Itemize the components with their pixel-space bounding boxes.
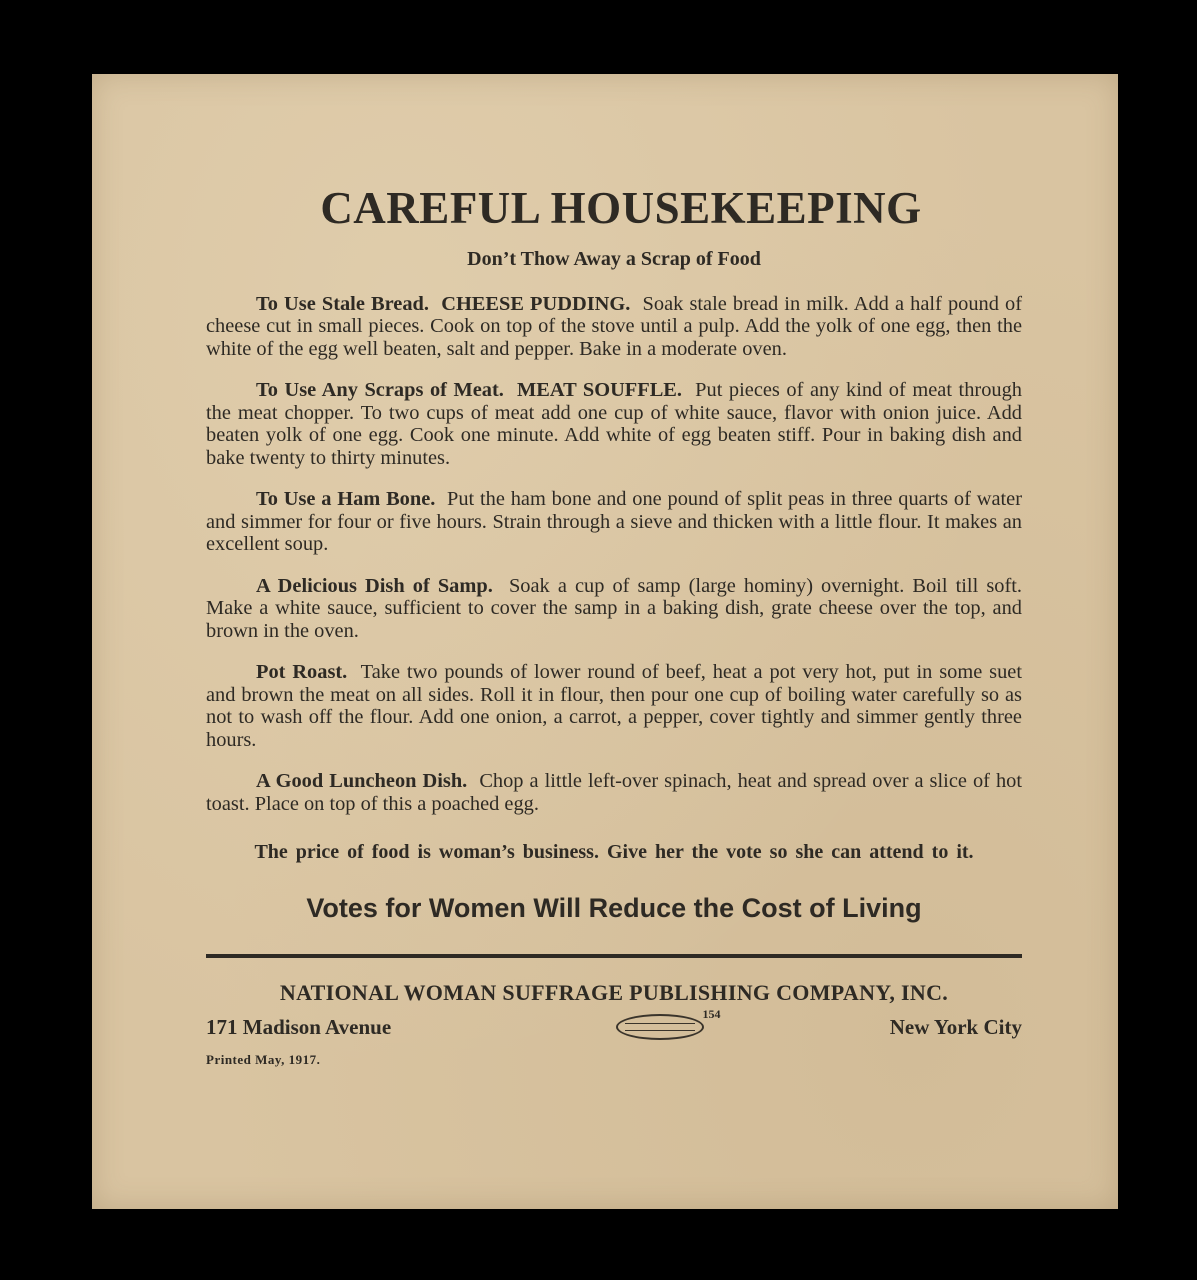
recipe-heading: To Use Stale Bread. [256, 292, 429, 315]
recipe-paragraph [206, 379, 1022, 469]
recipe-heading: A Delicious Dish of Samp. [256, 574, 493, 597]
recipe-text: Put the ham bone and one pound of split peas in three quarts of water and simmer for four or five hours. Strain through a sieve and thicken with a little flour. It makes an excellent soup. [206, 488, 1022, 555]
recipe-paragraph [206, 575, 1022, 643]
subtitle: Don’t Thow Away a Scrap of Food [467, 247, 761, 270]
recipe-text: Put pieces of any kind of meat through the meat chopper. To two cups of meat add one cup of white sauce, flavor with onion juice. Add beaten yolk of one egg. Cook one minute. Add white of egg beaten stiff. Pour in baking dish and bake twenty to thirty minutes. [206, 379, 1022, 469]
recipe-text: Chop a little left-over spinach, heat and spread over a slice of hot toast. Place on top of this a poached egg. [206, 770, 1023, 815]
recipe-dish-name: CHEESE PUDDING. [441, 292, 631, 315]
leaflet-page [92, 74, 1118, 1209]
recipe-paragraph [206, 488, 1022, 556]
city-name: New York City [889, 1014, 1022, 1039]
page-title: CAREFUL HOUSEKEEPING [320, 183, 922, 233]
union-label [576, 1007, 721, 1040]
recipe-text: Soak stale bread in milk. Add a half pound of cheese cut in small pieces. Cook on top of the stove until a pulp. Add the yolk of one egg, then the white of the egg well beaten, salt and pepper. Bake in a moderate oven. [206, 292, 1023, 360]
recipe-dish-name: MEAT SOUFFLE. [517, 379, 683, 401]
divider [206, 954, 1022, 958]
vote-statement: The price of food is woman’s business. Give her the vote so she can attend to it. [254, 841, 974, 863]
recipe-heading: Pot Roast. [256, 661, 348, 683]
printed-date: Printed May, 1917. [206, 1052, 321, 1067]
recipe-paragraph [206, 770, 1022, 815]
recipe-heading: To Use a Ham Bone. [256, 488, 436, 510]
address-row [206, 1007, 1022, 1040]
recipe-paragraph [206, 661, 1022, 751]
slogan: Votes for Women Will Reduce the Cost of Living [306, 893, 922, 923]
recipe-heading: To Use Any Scraps of Meat. [256, 379, 504, 401]
seal-number: 154 [702, 1007, 721, 1021]
recipe-heading: A Good Luncheon Dish. [256, 770, 468, 792]
recipe-text: Take two pounds of lower round of beef, heat a pot very hot, put in some suet and brown the meat on all sides. Roll it in flour, then pour one cup of boiling water carefully so as not to wash off the flour. Add one onion, a carrot, a pepper, cover tightly and simmer gently three hours. [206, 661, 1023, 751]
recipe-paragraph [206, 293, 1022, 361]
union-seal-icon [616, 1007, 721, 1040]
union-seal-band [625, 1023, 695, 1031]
publisher-name: NATIONAL WOMAN SUFFRAGE PUBLISHING COMPANY, INC. [279, 980, 949, 1005]
recipe-text: Soak a cup of samp (large hominy) overnight. Boil till soft. Make a white sauce, sufficient to cover the samp in a baking dish, grate cheese over the top, and brown in the oven. [206, 574, 1022, 642]
leaflet-content [206, 184, 1022, 1068]
street-address: 171 Madison Avenue [206, 1014, 392, 1039]
